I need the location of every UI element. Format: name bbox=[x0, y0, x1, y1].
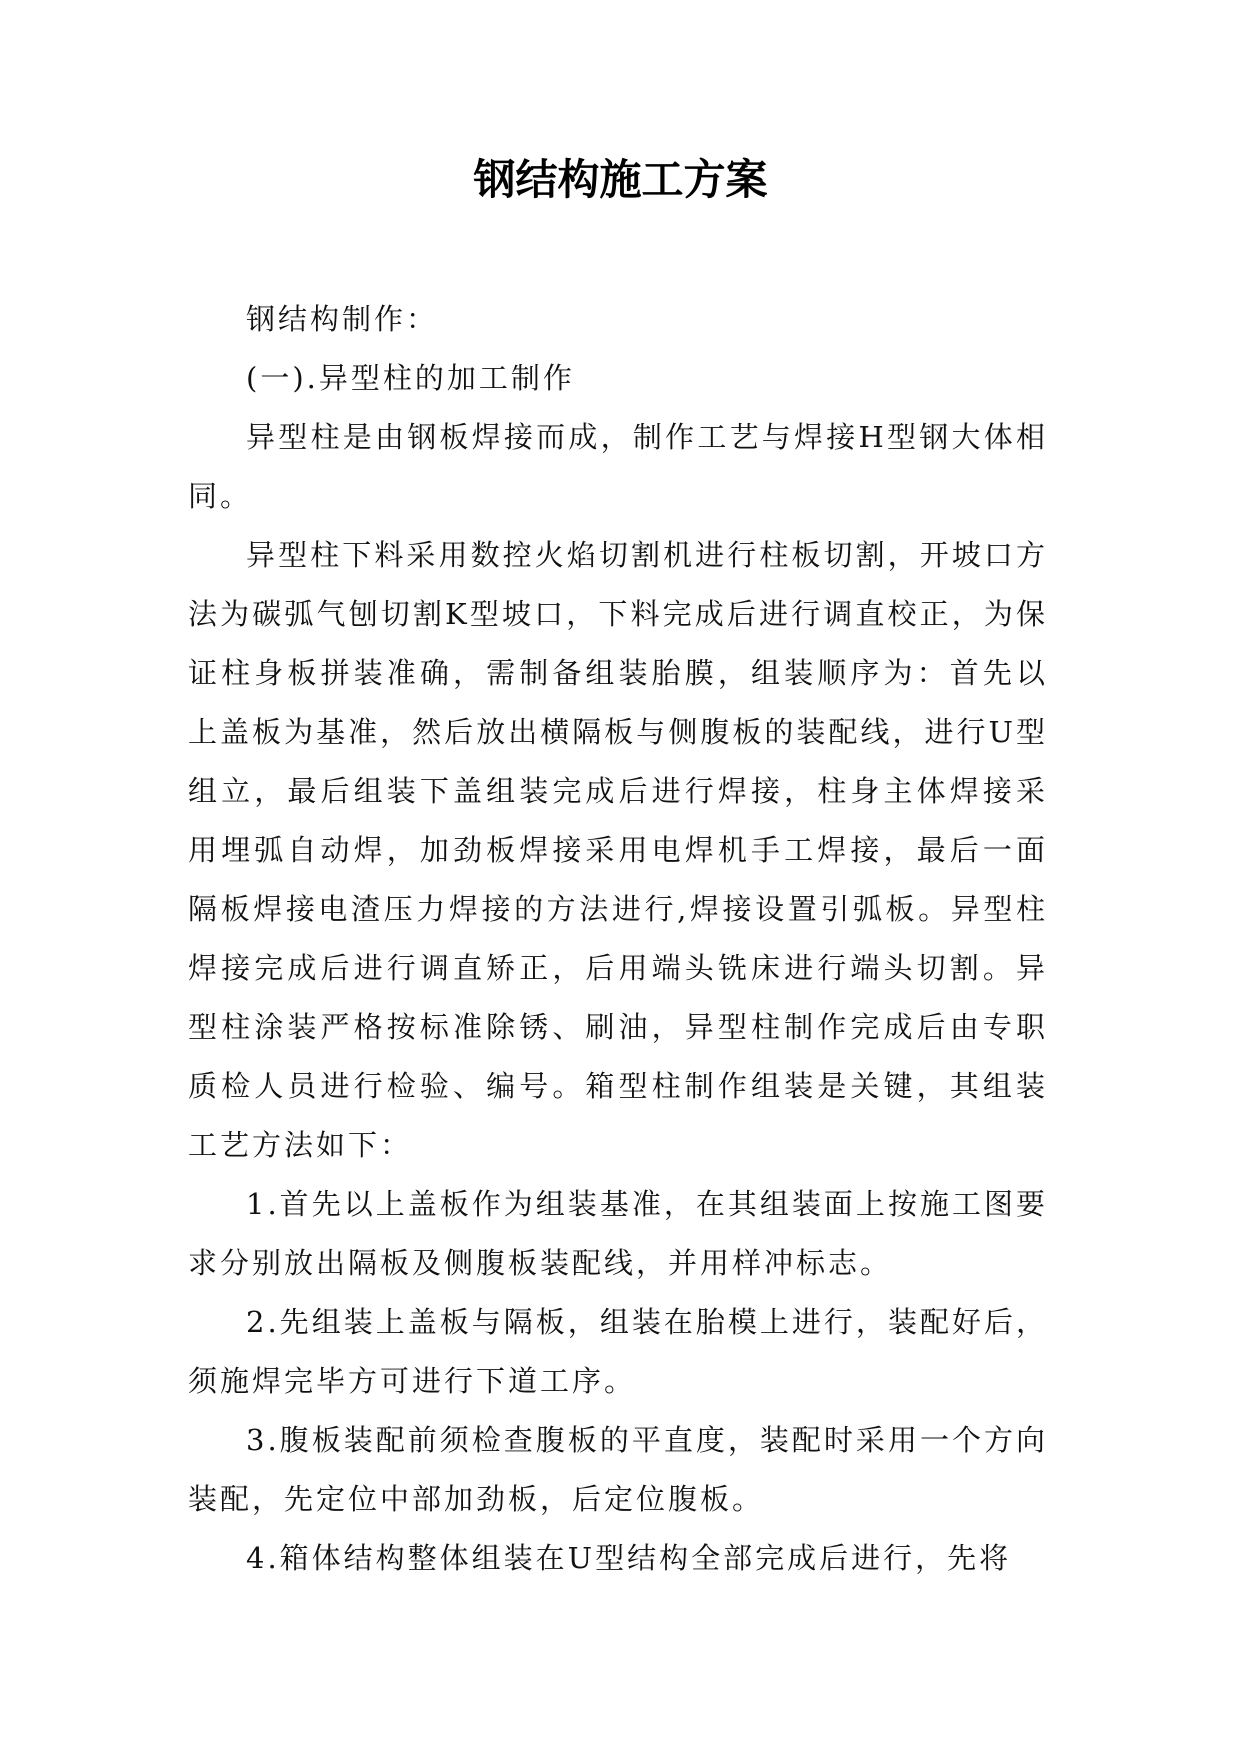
document-title: 钢结构施工方案 bbox=[473, 155, 768, 204]
paragraph: 3.腹板装配前须检查腹板的平直度，装配时采用一个方向装配，先定位中部加劲板，后定位腹板。 bbox=[188, 1423, 1048, 1516]
paragraph: 异型柱是由钢板焊接而成，制作工艺与焊接H型钢大体相同。 bbox=[188, 420, 1048, 513]
paragraph: 4.箱体结构整体组装在U型结构全部完成后进行，先将 bbox=[246, 1541, 1012, 1575]
paragraph: 异型柱下料采用数控火焰切割机进行柱板切割，开坡口方法为碳弧气刨切割K型坡口，下料完成后进行调直校正，为保证柱身板拼装准确，需制备组装胎膜，组装顺序为：首先以上盖板为基准，然后放出横隔板与侧腹板的装配线，进行U型组立，最后组装下盖组装完成后进行焊接，柱身主体焊接采用埋弧自动焊，加劲板焊接采用电焊机手工焊接，最后一面隔板焊接电渣压力焊接的方法进行,焊接设置引弧板。异型柱焊接完成后进行调直矫正，后用端头铣床进行端头切割。异型柱涂装严格按标准除锈、刷油，异型柱制作完成后由专职质检人员进行检验、编号。箱型柱制作组装是关键，其组装工艺方法如下： bbox=[188, 538, 1048, 1162]
paragraph: 2.先组装上盖板与隔板，组装在胎模上进行，装配好后，须施焊完毕方可进行下道工序。 bbox=[188, 1305, 1048, 1398]
document-body bbox=[188, 290, 1048, 1588]
paragraph: 1.首先以上盖板作为组装基准，在其组装面上按施工图要求分别放出隔板及侧腹板装配线，并用样冲标志。 bbox=[188, 1187, 1048, 1280]
paragraph: (一).异型柱的加工制作 bbox=[246, 361, 575, 395]
paragraph: 钢结构制作： bbox=[246, 302, 439, 336]
